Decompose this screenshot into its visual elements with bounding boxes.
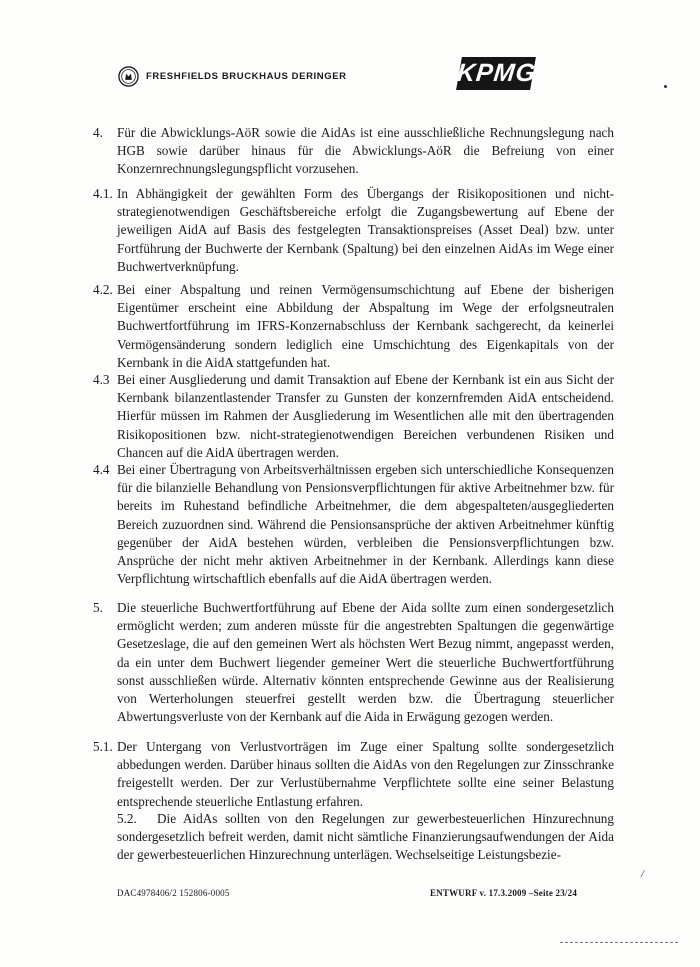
paragraph-5: [93, 599, 614, 726]
paragraph-number: 4.3: [93, 372, 110, 387]
freshfields-seal-icon: [118, 66, 139, 87]
paragraph-5-1: [93, 738, 614, 811]
header-left: [118, 66, 347, 87]
paragraph-4-3: [93, 371, 614, 462]
paragraph-5-2: [117, 810, 614, 865]
paragraph-text: Die AidAs sollten von den Regelungen zur gewerbesteuerlichen Hinzurechnung sondergesetzlich befreit werden, damit nicht sämtliche Finanzierungsaufwendungen der Aida der gewerbesteuerlichen Hinzurechnung unterlägen. Wechselseitige Leistungsbezie-: [117, 811, 614, 863]
paragraph-number: 5.1.: [93, 739, 113, 754]
margin-slash-mark: /: [641, 868, 645, 880]
margin-dot: [664, 85, 667, 88]
paragraph-text: In Abhängigkeit der gewählten Form des Übergangs der Risikopositionen und nicht-strategienotwendigen Geschäftsbereiche erfolgt die Zugangsbewertung auf Ebene der jeweiligen AidA auf Basis des festgelegten Transaktionspreises (Asset Deal) bzw. unter Fortführung der Buchwerte der Kernbank (Spaltung) bei den einzelnen AidAs im Wege einer Buchwertverknüpfung.: [117, 186, 614, 274]
paragraph-4: [93, 124, 614, 179]
footer-doc-ref: DAC4978406/2 152806-0005: [117, 888, 230, 898]
paragraph-number: 5.2.: [117, 811, 137, 826]
kpmg-logo-text: KPMG: [455, 59, 538, 87]
paragraph-text: Bei einer Abspaltung und reinen Vermögensumschichtung auf Ebene der bisherigen Eigentümer erscheint eine Abbildung der Abspaltung im Wege der erfolgsneutralen Buchwertfortführung im IFRS-Konzernabschluss der Kernbank sachgerecht, da keinerlei Vermögensänderung sondern lediglich eine Umschichtung des Eigenkapitals von der Kernbank in die AidA stattgefunden hat.: [117, 282, 614, 370]
paragraph-text: Die steuerliche Buchwertfortführung auf Ebene der Aida sollte zum einen sondergesetzlich ermöglicht werden; zum anderen müsste für die angestrebten Spaltungen die gegenwärtige Gesetzeslage, die auf den gemeinen Wert als höchsten Wert Bezug nimmt, angepasst werden, da ein unter dem Buchwert liegender gemeiner Wert die steuerliche Buchwertfortführung sonst ausschließen würde. Alternativ könnten entsprechende Gewinne aus der Realisierung von Werterholungen steuerfrei gestellt werden bzw. die Übertragung steuerlicher Abwertungsverluste von der Kernbank auf die Aida in Erwägung gezogen werden.: [117, 600, 614, 725]
paragraph-4-1: [93, 185, 614, 276]
paragraph-4-2: [93, 281, 614, 372]
paragraph-number: 4.4: [93, 462, 110, 477]
paragraph-text: Bei einer Übertragung von Arbeitsverhältnissen ergeben sich unterschiedliche Konsequenzen für die bilanzielle Behandlung von Pensionsverpflichtungen für aktive Arbeitnehmer bzw. für bereits im Ruhestand befindliche Arbeitnehmer, die dem abgespalteten/ausgegliederten Bereich zuzuordnen sind. Während die Pensionsansprüche der aktiven Arbeitnehmer künftig gegenüber der AidA bestehen würden, verbleiben die Pensionsverpflichtungen bzw. Ansprüche der nicht mehr aktiven Arbeitnehmer in der Kernbank. Allerdings kann diese Verpflichtung wirtschaftlich ebenfalls auf die AidA übertragen werden.: [117, 462, 614, 587]
paragraph-number: 5.: [93, 600, 103, 615]
kpmg-logo: [456, 57, 536, 90]
footer-draft-info: ENTWURF v. 17.3.2009 –Seite 23/24: [430, 888, 578, 898]
paragraph-number: 4.: [93, 125, 103, 140]
paragraph-number: 4.1.: [93, 186, 113, 201]
firm-name: FRESHFIELDS BRUCKHAUS DERINGER: [146, 71, 347, 82]
paragraph-4-4: [93, 461, 614, 588]
scan-artifact-line: [560, 942, 678, 943]
paragraph-text: Für die Abwicklungs-AöR sowie die AidAs ist eine ausschließliche Rechnungslegung nach HGB sowie darüber hinaus für die Abwicklungs-AöR die Befreiung von einer Konzernrechnungslegungspflicht vorzusehen.: [117, 125, 614, 177]
paragraph-number: 4.2.: [93, 282, 113, 297]
paragraph-text: Der Untergang von Verlustvorträgen im Zuge einer Spaltung sollte sondergesetzlich abbedungen werden. Darüber hinaus sollten die AidAs von den Regelungen zur Zinsschranke freigestellt werden. Der zur Verlustübernahme Verpflichtete sollte eine seiner Belastung entsprechende steuerliche Entlastung erfahren.: [117, 739, 614, 809]
paragraph-text-block: [117, 810, 614, 865]
paragraph-text: Bei einer Ausgliederung und damit Transaktion auf Ebene der Kernbank ist ein aus Sicht der Kernbank bilanzentlastender Transfer zu Gunsten der konzernfremden AidA entscheidend. Hierfür müssen im Rahmen der Ausgliederung im Wesentlichen alle mit den übertragenden Risikopositionen bzw. nicht-strategienotwendigen Bereichen verbundenen Risiken und Chancen auf die AidA übertragen werden.: [117, 372, 614, 460]
